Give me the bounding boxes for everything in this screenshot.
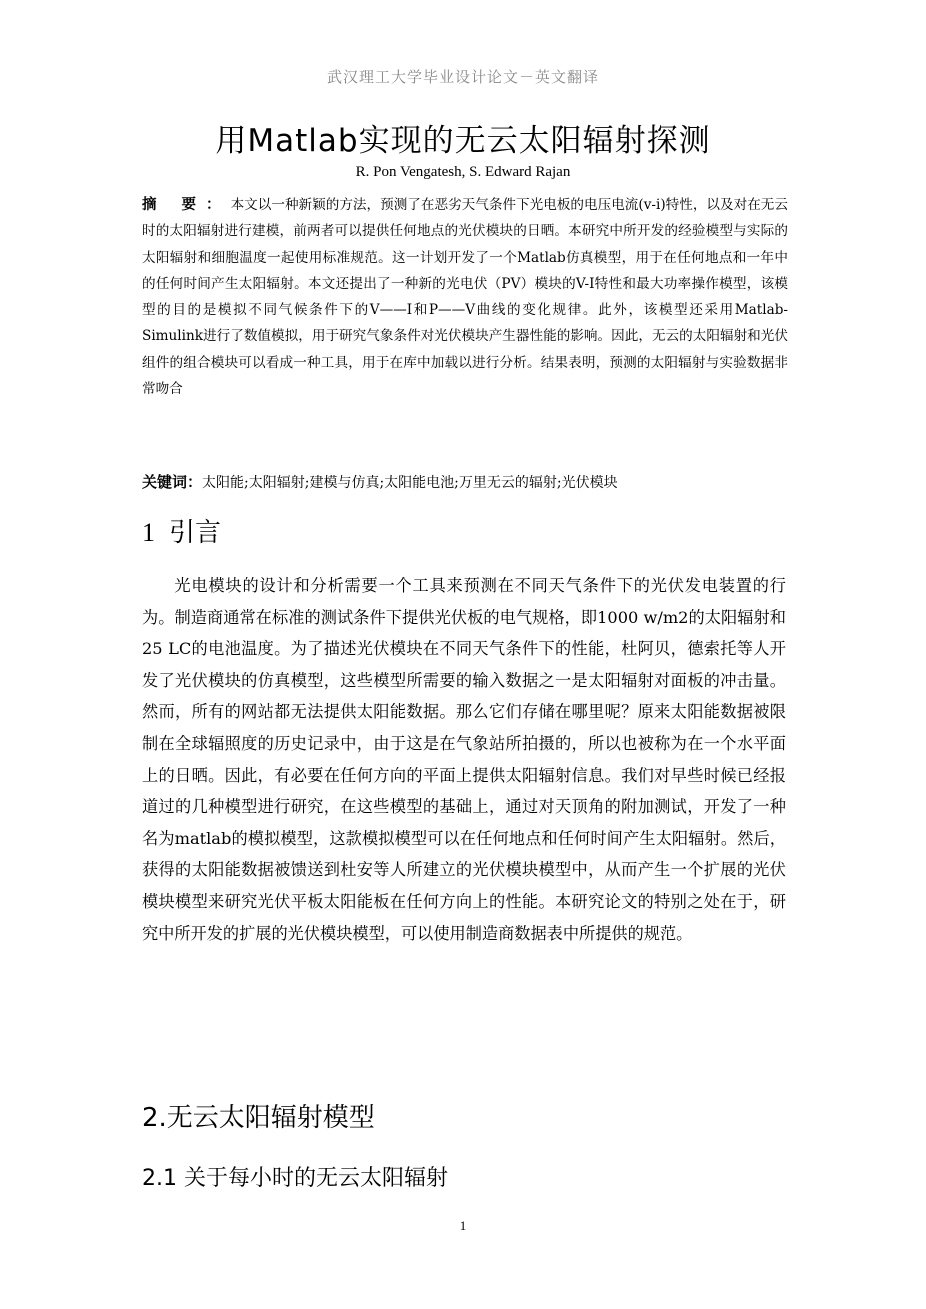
page-header: 武汉理工大学毕业设计论文－英文翻译 <box>326 68 599 86</box>
authors: R. Pon Vengatesh, S. Edward Rajan <box>355 164 571 180</box>
page-title: 用Matlab实现的无云太阳辐射探测 <box>215 123 711 159</box>
abstract-label: 摘 要： <box>142 197 231 213</box>
section-1-paragraph: 光电模块的设计和分析需要一个工具来预测在不同天气条件下的光伏发电装置的行为。制造商通常在标准的测试条件下提供光伏板的电气规格，即1000 w/m2的太阳辐射和25 LC的电池温度。为了描述光伏模块在不同天气条件下的性能，杜阿贝，德索托等人开发了光伏模块的仿真模型，这些模型所需要的输入数据之一是太阳辐射对面板的冲击量。然而，所有的网站都无法提供太阳能数据。那么它们存储在哪里呢？原来太阳能数据被限制在全球辐照度的历史记录中，由于这是在气象站所拍摄的，所以也被称为在一个水平面上的日晒。因此，有必要在任何方向的平面上提供太阳辐射信息。我们对早些时候已经报道过的几种模型进行研究，在这些模型的基础上，通过对天顶角的附加测试，开发了一种名为matlab的模拟模型，这款模拟模型可以在任何地点和任何时间产生太阳辐射。然后，获得的太阳能数据被馈送到杜安等人所建立的光伏模块模型中，从而产生一个扩展的光伏模块模型来研究光伏平板太阳能板在任何方向上的性能。本研究论文的特别之处在于，研究中所开发的扩展的光伏模块模型，可以使用制造商数据表中所提供的规范。 <box>142 576 786 943</box>
section-1-heading <box>142 512 221 549</box>
abstract <box>142 192 788 402</box>
page-number: 1 <box>459 1218 467 1233</box>
section-2-heading: 2.无云太阳辐射模型 <box>142 1103 375 1133</box>
keywords <box>142 471 788 492</box>
keywords-text: 太阳能;太阳辐射;建模与仿真;太阳能电池;万里无云的辐射;光伏模块 <box>202 475 618 491</box>
section-1-title: 引言 <box>169 518 222 548</box>
section-2-1-heading: 2.1 关于每小时的无云太阳辐射 <box>142 1166 448 1191</box>
keywords-label: 关键词： <box>142 473 203 491</box>
section-1-number: 1 <box>142 518 155 547</box>
abstract-text: 本文以一种新颖的方法，预测了在恶劣天气条件下光电板的电压电流(v-i)特性，以及对在无云时的太阳辐射进行建模，前两者可以提供任何地点的光伏模块的日晒。本研究中所开发的经验模型与实际的太阳辐射和细胞温度一起使用标准规范。这一计划开发了一个Matlab仿真模型，用于在任何地点和一年中的任何时间产生太阳辐射。本文还提出了一种新的光电伏（PV）模块的V-I特性和最大功率操作模型，该模型的目的是模拟不同气候条件下的V——I和P——V曲线的变化规律。此外，该模型还采用Matlab-Simulink进行了数值模拟，用于研究气象条件对光伏模块产生器性能的影响。因此，无云的太阳辐射和光伏组件的组合模块可以看成一种工具，用于在库中加载以进行分析。结果表明，预测的太阳辐射与实验数据非常吻合 <box>142 197 788 398</box>
